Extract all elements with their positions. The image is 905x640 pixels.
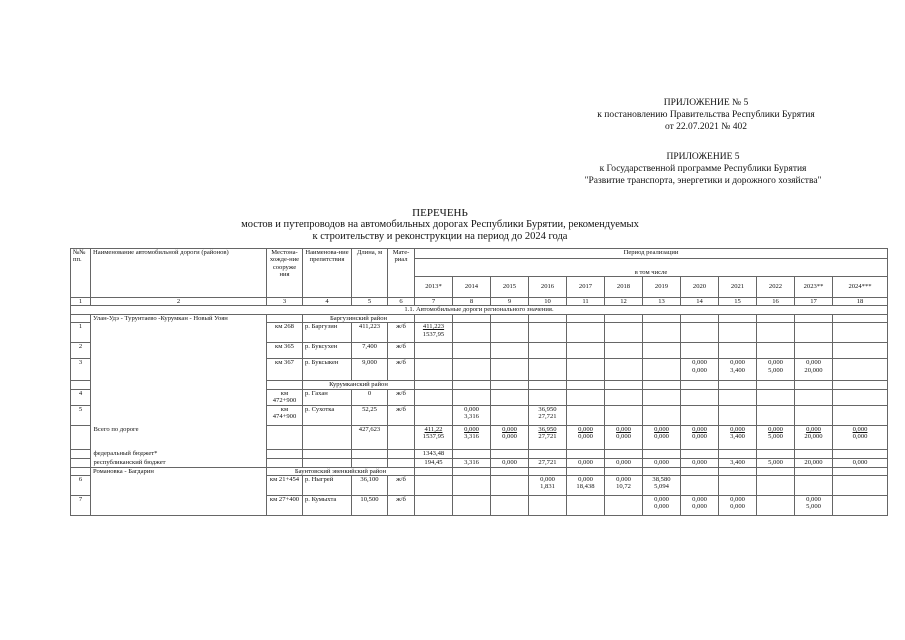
year-value-cell: 0,000 0,000 <box>719 496 757 516</box>
year-value-cell <box>605 405 643 425</box>
location-cell: км 365 <box>267 343 303 359</box>
year-value-cell <box>605 389 643 405</box>
row-number: 7 <box>71 496 91 516</box>
year-value-cell: 0,000 3,400 <box>719 359 757 381</box>
year-value-cell <box>453 476 491 496</box>
table-cell <box>453 381 491 389</box>
colnum-cell: 3 <box>267 298 303 306</box>
republic-value-cell: 0,000 <box>681 458 719 467</box>
year-value-cell <box>529 323 567 343</box>
year-value-cell <box>719 343 757 359</box>
colnum-cell: 11 <box>567 298 605 306</box>
year-value-cell: 0,000 0,000 <box>681 359 719 381</box>
header-year: 2015 <box>491 277 529 298</box>
document-title-line: к строительству и реконструкции на период до 2024 года <box>312 231 568 242</box>
year-value-cell <box>567 389 605 405</box>
year-value-cell <box>757 323 795 343</box>
year-value-cell <box>491 389 529 405</box>
table-cell <box>352 458 388 467</box>
table-cell <box>529 314 567 322</box>
table-cell <box>681 314 719 322</box>
year-value-cell <box>605 323 643 343</box>
year-value-cell <box>833 496 888 516</box>
table-cell <box>643 449 681 458</box>
total-value-cell: 411,22 1537,95 <box>415 425 453 449</box>
table-cell <box>643 314 681 322</box>
year-value-cell <box>491 496 529 516</box>
table-cell <box>71 458 91 467</box>
table-cell <box>567 449 605 458</box>
year-value-cell <box>719 323 757 343</box>
colnum-cell: 8 <box>453 298 491 306</box>
row-number: 2 <box>71 343 91 359</box>
document-title-line: мостов и путепроводов на автомобильных дорогах Республики Бурятии, рекомендуемых <box>241 219 639 230</box>
year-value-cell <box>415 343 453 359</box>
section-title: 1.1. Автомобильные дороги регионального значения. <box>71 306 888 314</box>
table-cell <box>71 381 91 389</box>
material-cell: ж/б <box>388 389 415 405</box>
header-obstacle: Наименова-ние препятствия <box>303 249 352 298</box>
year-value-cell <box>567 359 605 381</box>
year-value-cell <box>491 323 529 343</box>
table-cell <box>267 458 303 467</box>
location-cell: км 21+454 <box>267 476 303 496</box>
year-value-cell <box>567 323 605 343</box>
colnum-cell: 4 <box>303 298 352 306</box>
header-year: 2017 <box>567 277 605 298</box>
header-period: Период реализации <box>415 249 888 259</box>
year-value-cell <box>491 343 529 359</box>
year-value-cell <box>681 323 719 343</box>
table-cell <box>453 467 491 475</box>
table-cell <box>267 314 303 322</box>
header-year: 2014 <box>453 277 491 298</box>
colnum-cell: 9 <box>491 298 529 306</box>
table-cell <box>453 314 491 322</box>
year-value-cell <box>757 476 795 496</box>
table-cell <box>71 449 91 458</box>
table-cell <box>415 381 453 389</box>
material-cell: ж/б <box>388 476 415 496</box>
material-cell: ж/б <box>388 343 415 359</box>
total-value-cell: 0,000 0,000 <box>567 425 605 449</box>
federal-label: федеральный бюджет* <box>92 450 266 457</box>
year-value-cell <box>643 405 681 425</box>
year-value-cell <box>795 323 833 343</box>
colnum-cell: 1 <box>71 298 91 306</box>
header-no: №№ пп. <box>71 249 91 298</box>
header-length: Длина, м <box>352 249 388 298</box>
length-cell: 36,100 <box>352 476 388 496</box>
location-cell: км 27+400 <box>267 496 303 516</box>
obstacle-cell: р. Ныгрей <box>303 476 352 496</box>
material-cell: ж/б <box>388 405 415 425</box>
material-cell: ж/б <box>388 323 415 343</box>
total-value-cell: 0,000 5,000 <box>757 425 795 449</box>
table-cell <box>643 467 681 475</box>
table-cell <box>529 449 567 458</box>
table-cell <box>267 425 303 449</box>
appendix-line: к Государственной программе Республики Бурятия <box>599 164 807 174</box>
table-cell <box>681 381 719 389</box>
table-cell <box>352 449 388 458</box>
table-cell <box>453 449 491 458</box>
colnum-cell: 5 <box>352 298 388 306</box>
header-year: 2016 <box>529 277 567 298</box>
material-cell: ж/б <box>388 496 415 516</box>
bridges-table <box>70 248 888 516</box>
table-cell <box>795 467 833 475</box>
location-cell: км 367 <box>267 359 303 381</box>
year-value-cell <box>719 476 757 496</box>
year-value-cell <box>795 389 833 405</box>
republic-value-cell: 3,400 <box>719 458 757 467</box>
table-cell <box>605 314 643 322</box>
colnum-cell: 18 <box>833 298 888 306</box>
year-value-cell <box>453 323 491 343</box>
year-value-cell <box>567 343 605 359</box>
table-cell <box>567 381 605 389</box>
table-cell <box>757 314 795 322</box>
colnum-cell: 17 <box>795 298 833 306</box>
year-value-cell <box>605 496 643 516</box>
republic-label: республиканский бюджет <box>92 459 266 466</box>
district-name: Курумканский район <box>303 381 415 389</box>
table-cell <box>605 449 643 458</box>
year-value-cell <box>529 496 567 516</box>
appendix-line: "Развитие транспорта, энергетики и дорожного хозяйства" <box>584 176 822 186</box>
year-value-cell <box>453 343 491 359</box>
total-value-cell: 0,000 20,000 <box>795 425 833 449</box>
year-value-cell: 0,000 1,831 <box>529 476 567 496</box>
header-material: Мате-риал <box>388 249 415 298</box>
table-cell <box>71 425 91 449</box>
table-cell <box>303 449 352 458</box>
table-cell <box>795 381 833 389</box>
header-row <box>71 249 888 259</box>
colnum-cell: 13 <box>643 298 681 306</box>
year-value-cell <box>833 343 888 359</box>
year-value-cell <box>643 343 681 359</box>
year-value-cell <box>605 359 643 381</box>
year-value-cell <box>681 343 719 359</box>
total-label: Всего по дороге <box>92 426 266 433</box>
table-cell <box>833 381 888 389</box>
year-value-cell <box>453 359 491 381</box>
table-cell <box>388 449 415 458</box>
location-cell: км 472+900 <box>267 389 303 405</box>
table-cell <box>567 467 605 475</box>
republic-value-cell: 0,000 <box>491 458 529 467</box>
table-cell <box>719 381 757 389</box>
colnum-cell: 15 <box>719 298 757 306</box>
year-value-cell: 411,223 1537,95 <box>415 323 453 343</box>
table-cell <box>491 314 529 322</box>
header-location: Местона-хожде-ние сооруже ния <box>267 249 303 298</box>
table-cell <box>757 467 795 475</box>
republic-value-cell: 3,316 <box>453 458 491 467</box>
obstacle-cell: р. Буксыкен <box>303 359 352 381</box>
year-value-cell <box>757 405 795 425</box>
year-value-cell <box>833 323 888 343</box>
table-cell <box>681 467 719 475</box>
length-cell: 52,25 <box>352 405 388 425</box>
year-value-cell <box>833 476 888 496</box>
table-cell <box>757 381 795 389</box>
year-value-cell <box>415 359 453 381</box>
row-number: 4 <box>71 389 91 405</box>
length-cell: 10,500 <box>352 496 388 516</box>
location-cell: км 268 <box>267 323 303 343</box>
year-value-cell <box>795 476 833 496</box>
total-value-cell: 0,000 3,316 <box>453 425 491 449</box>
appendix-title: ПРИЛОЖЕНИЕ 5 <box>666 152 740 162</box>
total-value-cell: 0,000 0,000 <box>833 425 888 449</box>
appendix-header-1 <box>571 97 841 133</box>
table-cell <box>795 449 833 458</box>
year-value-cell <box>643 323 681 343</box>
header-year: 2013* <box>415 277 453 298</box>
table-cell <box>605 467 643 475</box>
appendix-line: к постановлению Правительства Республики Бурятия <box>597 110 815 120</box>
republic-value-cell: 194,45 <box>415 458 453 467</box>
republic-value-cell: 20,000 <box>795 458 833 467</box>
table-cell <box>267 381 303 389</box>
year-value-cell <box>415 476 453 496</box>
year-value-cell: 0,000 18,438 <box>567 476 605 496</box>
year-value-cell <box>453 389 491 405</box>
year-value-cell <box>491 405 529 425</box>
republic-value-cell: 0,000 <box>567 458 605 467</box>
total-value-cell: 0,000 0,000 <box>491 425 529 449</box>
length-cell: 9,000 <box>352 359 388 381</box>
year-value-cell: 0,000 10,72 <box>605 476 643 496</box>
year-value-cell: 0,000 5,000 <box>757 359 795 381</box>
year-value-cell <box>681 389 719 405</box>
table-cell <box>567 314 605 322</box>
year-value-cell <box>491 476 529 496</box>
total-length: 427,623 <box>352 425 388 449</box>
year-value-cell <box>795 405 833 425</box>
section-row <box>71 306 888 314</box>
header-incl: в том числе <box>415 259 888 277</box>
year-value-cell <box>453 496 491 516</box>
republic-value-cell: 0,000 <box>833 458 888 467</box>
row-number: 5 <box>71 405 91 425</box>
obstacle-cell: р. Кумыхта <box>303 496 352 516</box>
table-cell <box>643 381 681 389</box>
table-cell <box>303 425 352 449</box>
table-cell <box>491 467 529 475</box>
year-value-cell <box>757 496 795 516</box>
year-value-cell <box>643 389 681 405</box>
obstacle-cell: р. Гахан <box>303 389 352 405</box>
year-value-cell <box>567 405 605 425</box>
year-value-cell <box>605 343 643 359</box>
year-value-cell <box>415 496 453 516</box>
table-cell <box>491 381 529 389</box>
table-cell <box>757 449 795 458</box>
table-cell <box>833 314 888 322</box>
colnum-cell: 2 <box>91 298 267 306</box>
year-value-cell: 0,000 0,000 <box>681 496 719 516</box>
table-cell <box>833 449 888 458</box>
table-cell <box>605 381 643 389</box>
table-cell <box>719 449 757 458</box>
colnum-cell: 12 <box>605 298 643 306</box>
year-value-cell: 0,000 0,000 <box>643 496 681 516</box>
header-road: Наименование автомобильной дороги (районов) <box>91 249 267 298</box>
year-value-cell <box>795 343 833 359</box>
year-value-cell <box>415 405 453 425</box>
table-cell <box>71 467 91 475</box>
table-cell <box>388 425 415 449</box>
header-year: 2018 <box>605 277 643 298</box>
road-name: Романовка - Багдарин <box>91 467 267 515</box>
header-year: 2021 <box>719 277 757 298</box>
table-cell <box>415 314 453 322</box>
header-year: 2019 <box>643 277 681 298</box>
colnum-cell: 14 <box>681 298 719 306</box>
material-cell: ж/б <box>388 359 415 381</box>
republic-value-cell: 5,000 <box>757 458 795 467</box>
table-cell <box>681 449 719 458</box>
republic-value-cell: 0,000 <box>605 458 643 467</box>
year-value-cell: 36,950 27,721 <box>529 405 567 425</box>
colnum-row <box>71 298 888 306</box>
header-year: 2024*** <box>833 277 888 298</box>
colnum-cell: 10 <box>529 298 567 306</box>
district-row <box>71 467 888 475</box>
year-value-cell <box>529 359 567 381</box>
district-name: Баргузинский район <box>303 314 415 322</box>
document-title-main: ПЕРЕЧЕНЬ <box>412 207 468 219</box>
table-cell <box>491 449 529 458</box>
year-value-cell <box>681 405 719 425</box>
year-value-cell <box>529 389 567 405</box>
length-cell: 0 <box>352 389 388 405</box>
year-value-cell: 0,000 5,000 <box>795 496 833 516</box>
header-year: 2022 <box>757 277 795 298</box>
republic-value-cell: 0,000 <box>643 458 681 467</box>
total-value-cell: 0,000 0,000 <box>605 425 643 449</box>
year-value-cell: 38,580 5,094 <box>643 476 681 496</box>
table-cell <box>719 314 757 322</box>
total-value-cell: 0,000 0,000 <box>643 425 681 449</box>
year-value-cell <box>757 389 795 405</box>
total-value-cell: 36,950 27,721 <box>529 425 567 449</box>
year-value-cell <box>833 405 888 425</box>
row-number: 3 <box>71 359 91 381</box>
document-title <box>240 207 640 243</box>
year-value-cell: 0,000 20,000 <box>795 359 833 381</box>
header-year: 2023** <box>795 277 833 298</box>
table-cell <box>529 381 567 389</box>
row-number: 1 <box>71 323 91 343</box>
total-value-cell: 0,000 0,000 <box>681 425 719 449</box>
row-number: 6 <box>71 476 91 496</box>
year-value-cell <box>529 343 567 359</box>
appendix-header-2 <box>553 151 853 187</box>
year-value-cell <box>567 496 605 516</box>
colnum-cell: 6 <box>388 298 415 306</box>
table-cell <box>388 458 415 467</box>
colnum-cell: 16 <box>757 298 795 306</box>
year-value-cell <box>833 359 888 381</box>
colnum-cell: 7 <box>415 298 453 306</box>
bridges-table-body <box>71 249 888 516</box>
appendix-title: ПРИЛОЖЕНИЕ № 5 <box>663 98 749 108</box>
obstacle-cell: р. Баргузин <box>303 323 352 343</box>
year-value-cell <box>491 359 529 381</box>
table-cell <box>415 467 453 475</box>
table-cell <box>719 467 757 475</box>
length-cell: 411,223 <box>352 323 388 343</box>
total-value-cell: 0,000 3,400 <box>719 425 757 449</box>
appendix-line: от 22.07.2021 № 402 <box>665 122 747 132</box>
year-value-cell <box>681 476 719 496</box>
year-value-cell <box>719 405 757 425</box>
obstacle-cell: р. Буксухен <box>303 343 352 359</box>
year-value-cell <box>757 343 795 359</box>
year-value-cell: 0,000 3,316 <box>453 405 491 425</box>
table-cell <box>267 449 303 458</box>
length-cell: 7,400 <box>352 343 388 359</box>
federal-value-cell: 1343,48 <box>415 449 453 458</box>
year-value-cell <box>415 389 453 405</box>
table-cell <box>529 467 567 475</box>
table-cell <box>795 314 833 322</box>
district-name: Баунтовский эвенкийский район <box>267 467 415 475</box>
year-value-cell <box>719 389 757 405</box>
year-value-cell <box>833 389 888 405</box>
no-cell <box>71 314 91 322</box>
location-cell: км 474+900 <box>267 405 303 425</box>
table-cell <box>303 458 352 467</box>
table-cell <box>833 467 888 475</box>
district-row <box>71 314 888 322</box>
obstacle-cell: р. Сухотка <box>303 405 352 425</box>
header-year: 2020 <box>681 277 719 298</box>
republic-value-cell: 27,721 <box>529 458 567 467</box>
road-name: Улан-Удэ - Турунтаево -Курумкан - Новый Уоян <box>91 314 267 467</box>
year-value-cell <box>643 359 681 381</box>
